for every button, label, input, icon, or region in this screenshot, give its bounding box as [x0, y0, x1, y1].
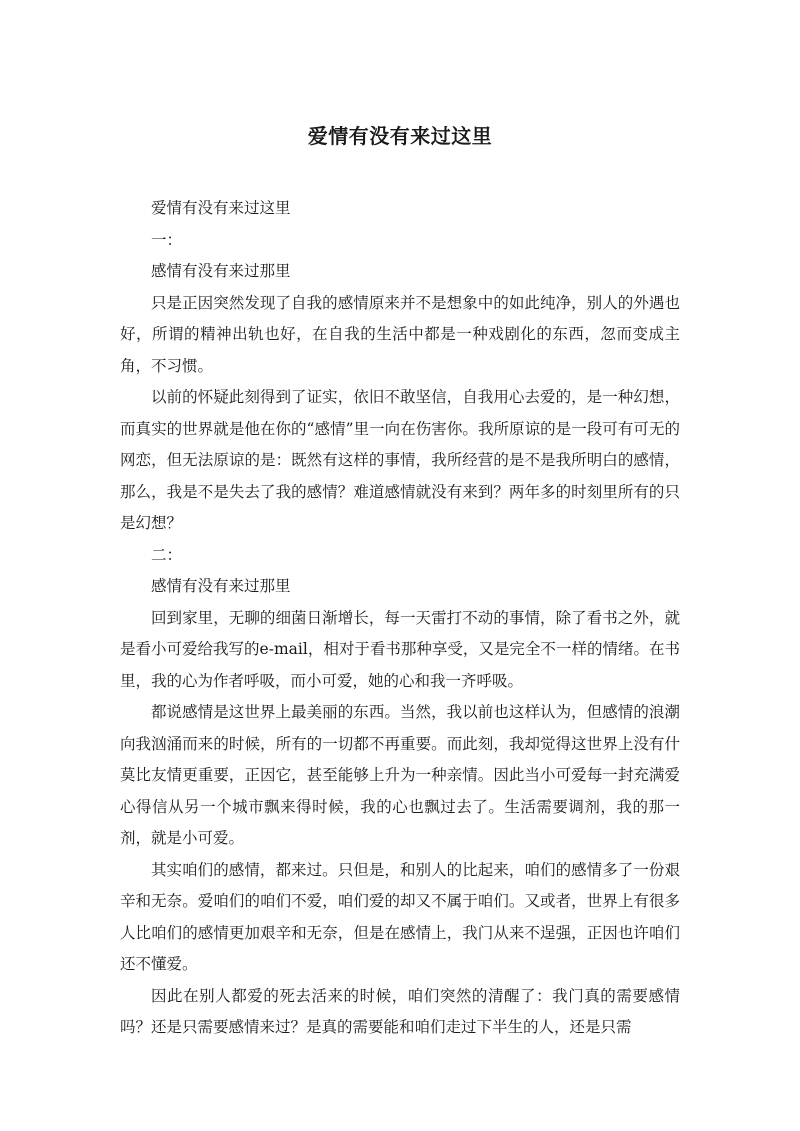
paragraph-section-two-heading: 感情有没有来过那里: [151, 577, 291, 595]
paragraph-1: 只是正因突然发现了自我的感情原来并不是想象中的如此纯净，别人的外遇也好，所谓的精神出轨也好，在自我的生活中都是一种戏剧化的东西，忽而变成主角，不习惯。: [120, 293, 680, 375]
paragraph-5: 其实咱们的感情，都来过。只但是，和别人的比起来，咱们的感情多了一份艰辛和无奈。爱咱们的咱们不爱，咱们爱的却又不属于咱们。又或者，世界上有很多人比咱们的感情更加艰辛和无奈，但是在感情上，我门从来不逞强，正因也许咱们还不懂爱。: [120, 860, 680, 973]
paragraph-6: 因此在别人都爱的死去活来的时候，咱们突然的清醒了：我门真的需要感情吗？还是只需要感情来过？是真的需要能和咱们走过下半生的人，还是只需: [120, 986, 680, 1036]
document-title: 爱情有没有来过这里: [307, 124, 493, 148]
paragraph-section-two-marker: 二：: [151, 545, 183, 564]
paragraph-subtitle: 爱情有没有来过这里: [151, 199, 291, 217]
paragraph-4: 都说感情是这世界上最美丽的东西。当然，我以前也这样认为，但感情的浪潮向我汹涌而来的时候，所有的一切都不再重要。而此刻，我却觉得这世界上没有什莫比友情更重要，正因它，甚至能够上升为一种亲情。因此当小可爱每一封充满爱心得信从另一个城市飘来得时候，我的心也飘过去了。生活需要调剂，我的那一剂，就是小可爱。: [120, 703, 680, 847]
paragraph-2: 以前的怀疑此刻得到了证实，依旧不敢坚信，自我用心去爱的，是一种幻想，而真实的世界就是他在你的“感情”里一向在伤害你。我所原谅的是一段可有可无的网恋，但无法原谅的是：既然有这样的事情，我所经营的是不是我所明白的感情，那么，我是不是失去了我的感情？难道感情就没有来到？两年多的时刻里所有的只是幻想？: [120, 388, 680, 532]
paragraph-3: 回到家里，无聊的细菌日渐增长，每一天雷打不动的事情，除了看书之外，就是看小可爱给我写的e-mail，相对于看书那种享受，又是完全不一样的情绪。在书里，我的心为作者呼吸，而小可爱，她的心和我一齐呼吸。: [120, 608, 680, 690]
paragraph-section-one-heading: 感情有没有来过那里: [151, 262, 291, 280]
document-body: [120, 193, 680, 1044]
paragraph-section-one-marker: 一：: [151, 230, 183, 249]
